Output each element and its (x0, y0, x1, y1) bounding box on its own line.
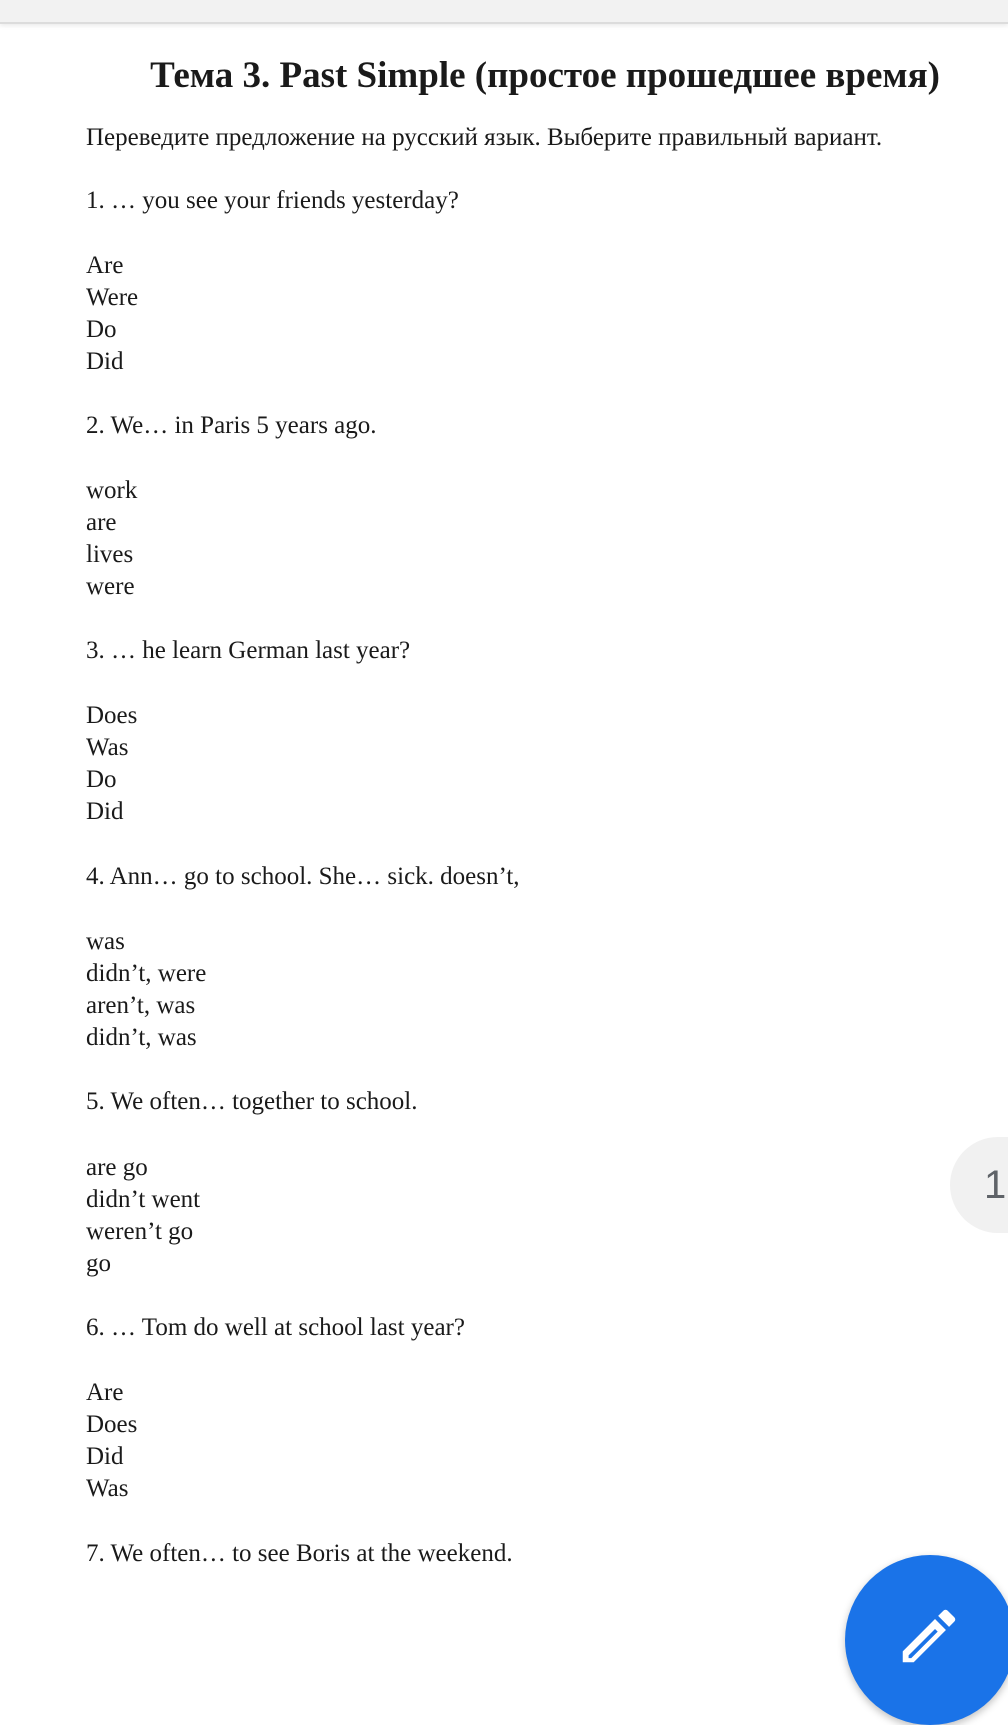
question-4-option-4: didn’t, was (86, 1024, 197, 1051)
question-1-option-1: Are (86, 252, 124, 279)
question-5-text: 5. We often… together to school. (86, 1088, 418, 1115)
question-3-option-4: Did (86, 798, 124, 825)
question-6-text: 6. … Tom do well at school last year? (86, 1314, 465, 1341)
question-2-text: 2. We… in Paris 5 years ago. (86, 412, 377, 439)
instruction-text: Переведите предложение на русский язык. Выберите правильный вариант. (86, 124, 883, 151)
page-number-label: 1 (984, 1163, 1007, 1207)
question-4-option-1: was (86, 928, 125, 955)
question-4-option-3: aren’t, was (86, 992, 196, 1019)
question-5-option-1: are go (86, 1154, 148, 1181)
question-6-option-2: Does (86, 1411, 138, 1438)
question-3-option-1: Does (86, 702, 138, 729)
question-3-option-3: Do (86, 766, 117, 793)
question-6-option-1: Are (86, 1379, 124, 1406)
question-5-option-3: weren’t go (86, 1218, 194, 1245)
question-2-option-3: lives (86, 541, 134, 568)
question-2-option-4: were (86, 573, 135, 600)
question-2-option-2: are (86, 509, 117, 536)
question-1-option-4: Did (86, 348, 124, 375)
document-title: Тема 3. Past Simple (простое прошедшее время) (150, 55, 940, 96)
question-5-option-2: didn’t went (86, 1186, 201, 1213)
question-6-option-4: Was (86, 1475, 129, 1502)
question-1-option-3: Do (86, 316, 117, 343)
question-2-option-1: work (86, 477, 138, 504)
question-4-text: 4. Ann… go to school. She… sick. doesn’t, (86, 863, 520, 890)
question-5-option-4: go (86, 1250, 111, 1277)
question-4-option-2: didn’t, were (86, 960, 207, 987)
question-3-option-2: Was (86, 734, 129, 761)
question-7-text: 7. We often… to see Boris at the weekend. (86, 1540, 513, 1567)
question-1-text: 1. … you see your friends yesterday? (86, 187, 459, 214)
pencil-icon (894, 1601, 964, 1671)
question-1-option-2: Were (86, 284, 139, 311)
question-3-text: 3. … he learn German last year? (86, 637, 411, 664)
question-6-option-3: Did (86, 1443, 124, 1470)
edit-button[interactable] (845, 1555, 1008, 1725)
